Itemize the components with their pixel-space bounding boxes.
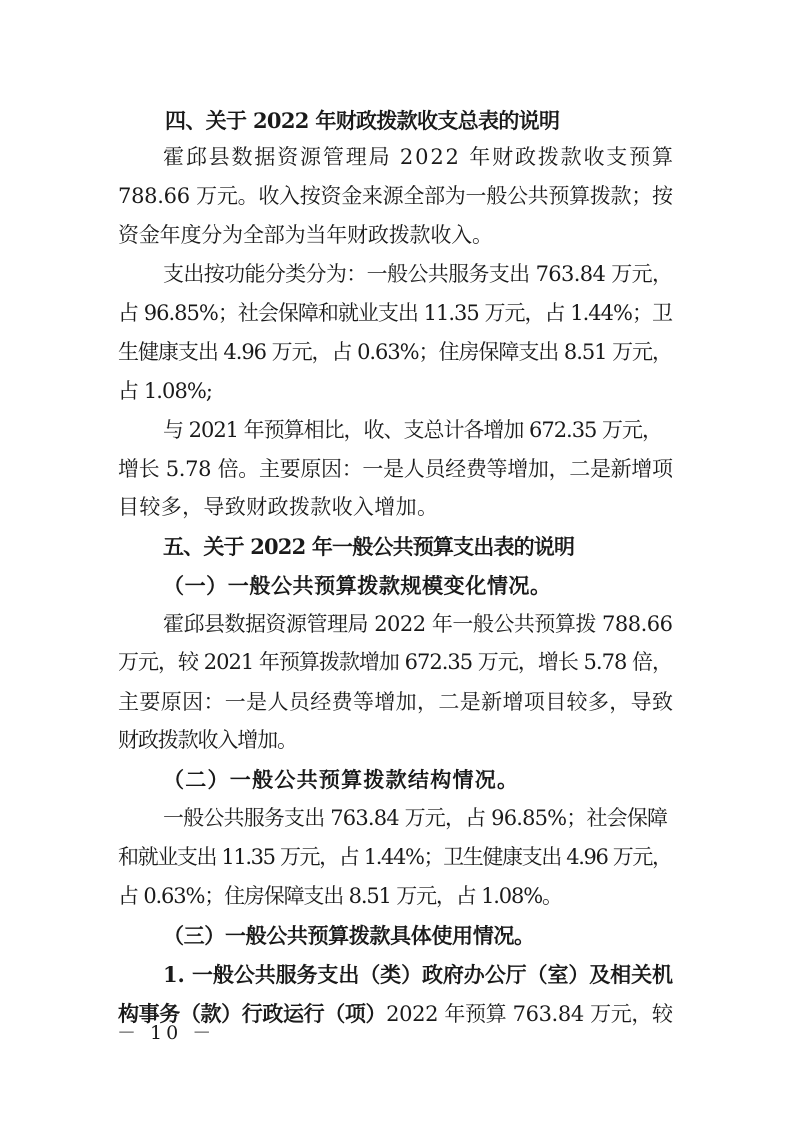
paragraph-line: 一般公共服务支出 763.84 万元，占 96.85%；社会保障 bbox=[163, 806, 668, 830]
paragraph-line: 占 96.85%；社会保障和就业支出 11.35 万元，占 1.44%；卫 bbox=[118, 301, 673, 325]
paragraph-line: 目较多，导致财政拨款收入增加。 bbox=[118, 495, 439, 519]
paragraph-line: 占 0.63%；住房保障支出 8.51 万元，占 1.08%。 bbox=[118, 884, 562, 908]
page-number: － 10 － bbox=[117, 1022, 216, 1044]
subsection-1-heading: （一）一般公共预算拨款规模变化情况。 bbox=[163, 573, 552, 598]
paragraph-line: 财政拨款收入增加。 bbox=[118, 728, 297, 752]
paragraph-line: 主要原因：一是人员经费等增加，二是新增项目较多，导致 bbox=[118, 690, 674, 714]
paragraph-line: 资金年度分为全部为当年财政拨款收入。 bbox=[118, 223, 493, 247]
item-1-text: 2022 年预算 763.84 万元，较 bbox=[386, 1002, 673, 1026]
paragraph-line: 增长 5.78 倍。主要原因：一是人员经费等增加，二是新增项 bbox=[118, 457, 673, 481]
paragraph-line: 和就业支出 11.35 万元，占 1.44%；卫生健康支出 4.96 万元， bbox=[118, 845, 672, 869]
paragraph-line: 占 1.08%; bbox=[118, 379, 213, 403]
subsection-2-heading: （二）一般公共预算拨款结构情况。 bbox=[163, 767, 520, 792]
item-1-title-tail: 构事务（款）行政运行（项） bbox=[118, 1001, 387, 1026]
section-4-heading: 四、关于 2022 年财政拨款收支总表的说明 bbox=[165, 108, 560, 133]
paragraph-line: 与 2021 年预算相比，收、支总计各增加 672.35 万元， bbox=[163, 418, 662, 442]
paragraph-line: 霍邱县数据资源管理局 2022 年一般公共预算拨 788.66 bbox=[163, 612, 673, 636]
paragraph-line: 霍邱县数据资源管理局 2022 年财政拨款收支预算 bbox=[163, 145, 675, 169]
subsection-3-heading: （三）一般公共预算拨款具体使用情况。 bbox=[163, 923, 535, 948]
paragraph-line: 生健康支出 4.96 万元，占 0.63%；住房保障支出 8.51 万元， bbox=[118, 340, 672, 364]
section-5-heading: 五、关于 2022 年一般公共预算支出表的说明 bbox=[163, 534, 575, 559]
paragraph-line: 788.66 万元。收入按资金来源全部为一般公共预算拨款；按 bbox=[118, 184, 673, 208]
item-1-line-1: 1. 一般公共服务支出（类）政府办公厅（室）及相关机 bbox=[163, 962, 673, 987]
paragraph-line: 万元，较 2021 年预算拨款增加 672.35 万元，增长 5.78 倍， bbox=[118, 650, 673, 674]
paragraph-line: 支出按功能分类分为：一般公共服务支出 763.84 万元， bbox=[163, 262, 673, 286]
